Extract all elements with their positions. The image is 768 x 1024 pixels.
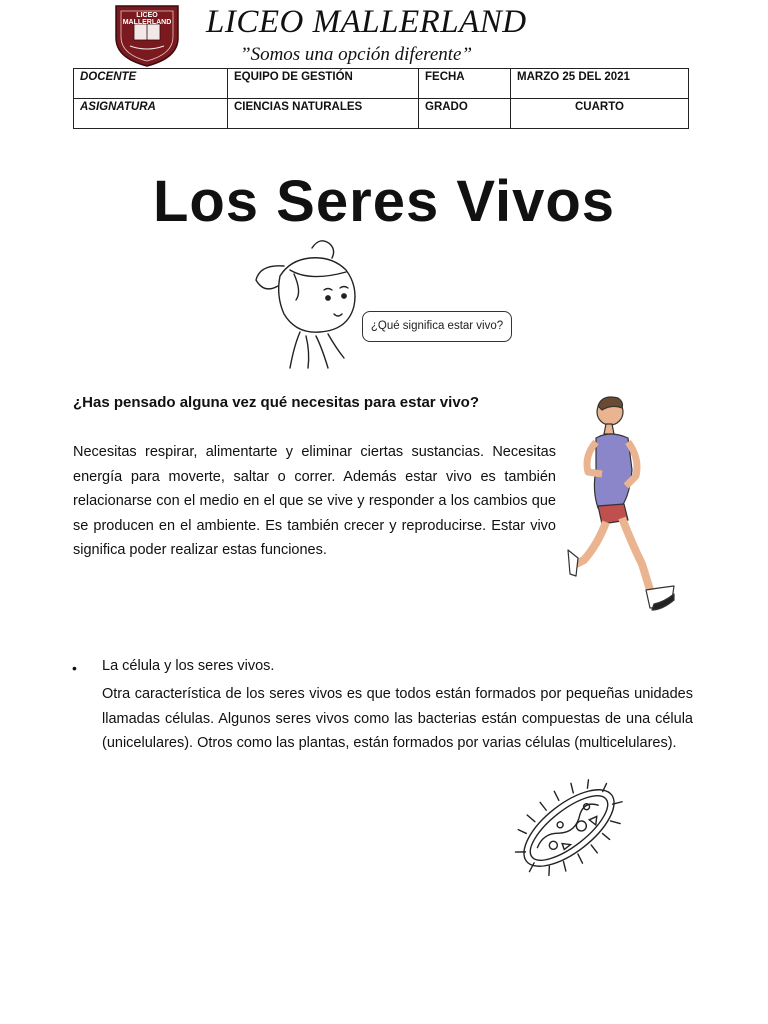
bullet-title: La célula y los seres vivos. (102, 658, 275, 674)
school-name: LICEO MALLERLAND (206, 4, 527, 40)
label-fecha: FECHA (419, 69, 511, 99)
school-motto: ”Somos una opción diferente” (240, 44, 473, 65)
table-row (74, 99, 689, 129)
bacterium-illustration (506, 776, 632, 880)
label-docente: DOCENTE (74, 69, 228, 99)
value-fecha: MARZO 25 DEL 2021 (511, 69, 689, 99)
page-title: Los Seres Vivos (152, 169, 616, 234)
girl-illustration (250, 236, 380, 372)
runner-illustration (562, 394, 682, 616)
value-grado: CUARTO (511, 99, 689, 129)
section-question: ¿Has pensado alguna vez qué necesitas para estar vivo? (73, 394, 479, 411)
value-asignatura: CIENCIAS NATURALES (228, 99, 419, 129)
table-row (74, 69, 689, 99)
bullet-paragraph: Otra característica de los seres vivos es que todos están formados por pequeñas unidades llamadas células. Algunos seres vivos como las bacterias están compuestas de una célula (unicelulares). Otros como las plantas, están formados por varias células (multicelulares). (102, 686, 693, 751)
crest-text: LICEO MALLERLAND (122, 12, 172, 26)
label-asignatura: ASIGNATURA (74, 99, 228, 129)
label-grado: GRADO (419, 99, 511, 129)
info-table (73, 68, 689, 129)
speech-bubble: ¿Qué significa estar vivo? (362, 311, 512, 342)
bullet-marker: • (72, 660, 77, 676)
value-docente: EQUIPO DE GESTIÓN (228, 69, 419, 99)
section-paragraph: Necesitas respirar, alimentarte y eliminar ciertas sustancias. Necesitas energía para moverte, saltar o correr. Además estar vivo es también relacionarse con el medio en el que se vive y responder a los cambios que se producen en el ambiente. Es también crecer y reproducirse. Estar vivo significa poder realizar estas funciones. (73, 444, 556, 558)
